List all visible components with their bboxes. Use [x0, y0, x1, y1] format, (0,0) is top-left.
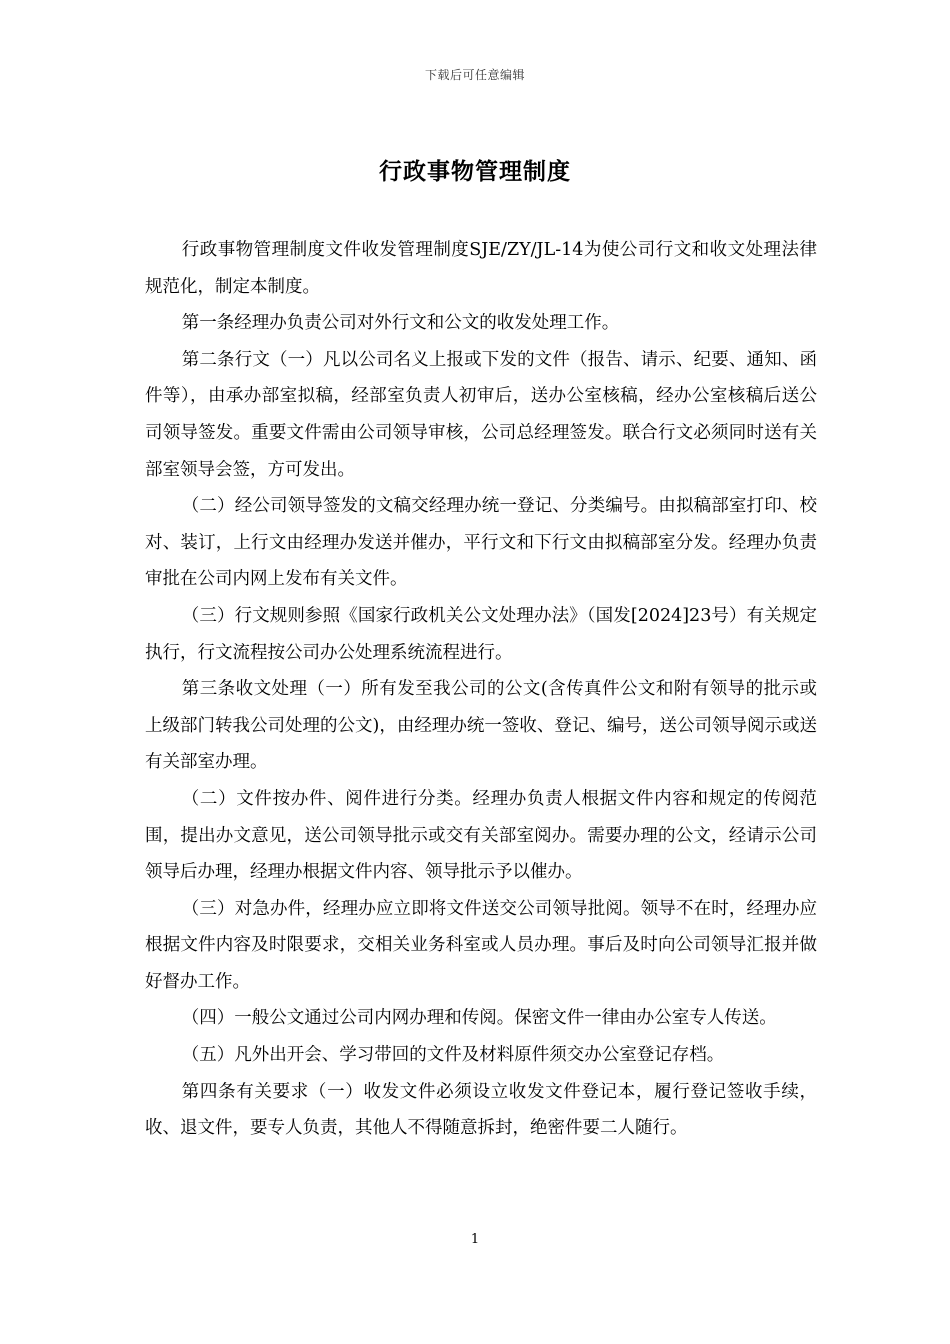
page-number: 1: [470, 1232, 480, 1247]
paragraph: （二）经公司领导签发的文稿交经理办统一登记、分类编号。由拟稿部室打印、校对、装订，上行文由经理办发送并催办，平行文和下行文由拟稿部室分发。经理办负责审批在公司内网上发布有关文件。: [145, 496, 817, 590]
paragraph: （五）凡外出开会、学习带回的文件及材料原件须交办公室登记存档。: [181, 1045, 725, 1066]
paragraph: 第一条经理办负责公司对外行文和公文的收发处理工作。: [181, 313, 620, 334]
paragraph: （三）对急办件，经理办应立即将文件送交公司领导批阅。领导不在时，经理办应根据文件内容及时限要求，交相关业务科室或人员办理。事后及时向公司领导汇报并做好督办工作。: [145, 898, 817, 992]
paragraph: （二）文件按办件、阅件进行分类。经理办负责人根据文件内容和规定的传阅范围，提出办文意见，送公司领导批示或交有关部室阅办。需要办理的公文，经请示公司领导后办理，经理办根据文件内容、领导批示予以催办。: [145, 788, 817, 883]
paragraph: 第二条行文（一）凡以公司名义上报或下发的文件（报告、请示、纪要、通知、函件等），由承办部室拟稿，经部室负责人初审后，送办公室核稿，经办公室核稿后送公司领导签发。重要文件需由公司领导审核，公司总经理签发。联合行文必须同时送有关部室领导会签，方可发出。: [145, 349, 817, 480]
paragraph: 行政事物管理制度文件收发管理制度SJE/ZY/JL-14为使公司行文和收文处理法律规范化，制定本制度。: [145, 240, 817, 297]
paragraph: 第四条有关要求（一）收发文件必须设立收发文件登记本，履行登记签收手续，收、退文件，要专人负责，其他人不得随意拆封，绝密件要二人随行。: [145, 1081, 817, 1139]
paragraph: （三）行文规则参照《国家行政机关公文处理办法》（国发[2024]23号）有关规定执行，行文流程按公司办公处理系统流程进行。: [145, 605, 817, 663]
paragraph: （四）一般公文通过公司内网办理和传阅。保密文件一律由办公室专人传送。: [181, 1008, 777, 1029]
header-note: 下载后可任意编辑: [424, 68, 525, 82]
document-body: [145, 232, 817, 1147]
page-title: 行政事物管理制度: [379, 158, 571, 185]
paragraph: 第三条收文处理（一）所有发至我公司的公文(含传真件公文和附有领导的批示或上级部门转我公司处理的公文)，由经理办统一签收、登记、编号，送公司领导阅示或送有关部室办理。: [145, 679, 817, 773]
